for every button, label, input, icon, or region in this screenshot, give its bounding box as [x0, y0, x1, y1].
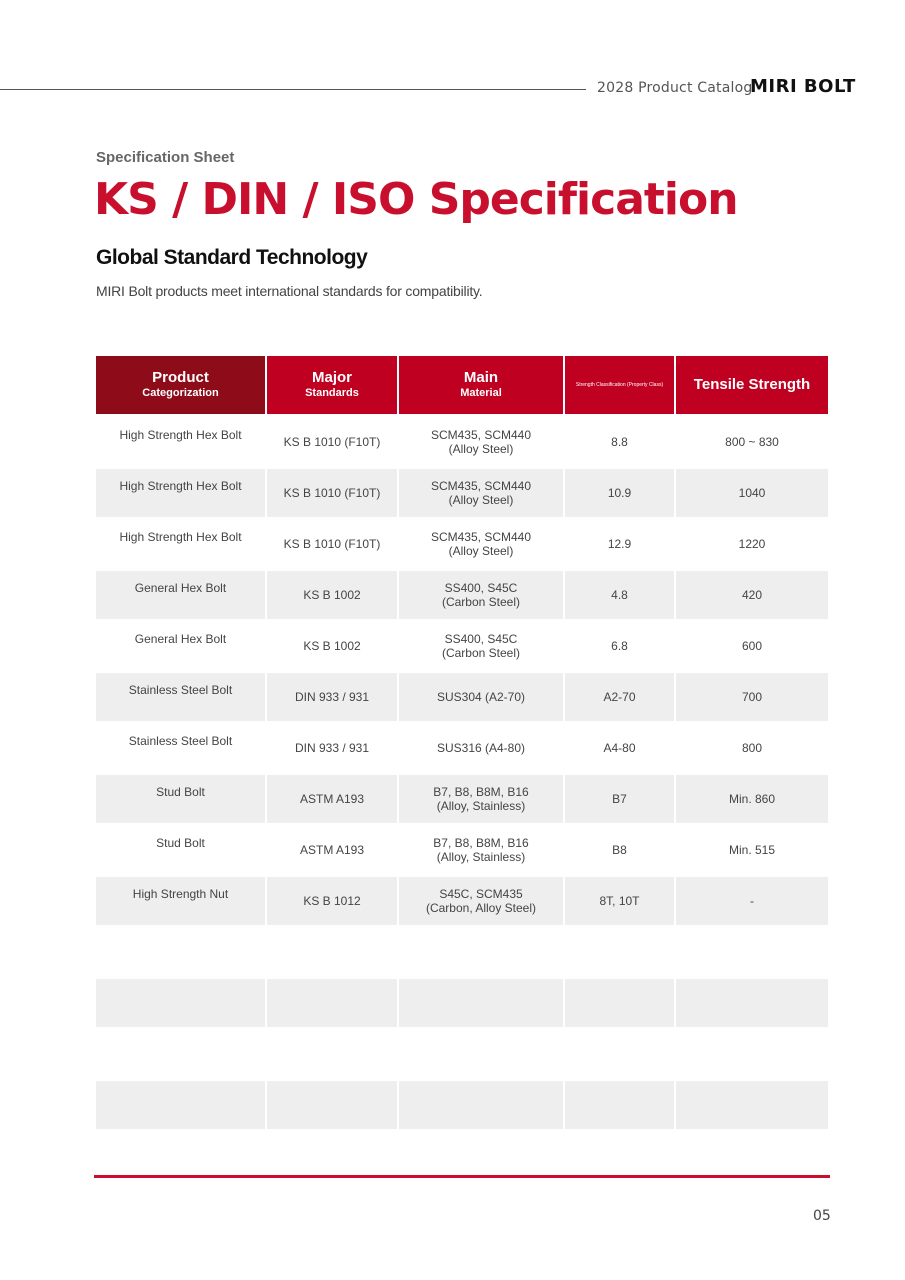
cell-standard: DIN 933 / 931	[267, 673, 397, 721]
cell-material: S45C, SCM435 (Carbon, Alloy Steel)	[399, 877, 563, 925]
cell-material: B7, B8, B8M, B16 (Alloy, Stainless)	[399, 775, 563, 823]
cell-material: SUS316 (A4-80)	[436, 740, 526, 755]
cell-grade: 12.9	[607, 536, 632, 551]
cell-product: High Strength Hex Bolt	[119, 530, 242, 544]
cell-grade	[565, 1081, 674, 1129]
cell-grade: A2-70	[565, 673, 674, 721]
cell-standard: KS B 1010 (F10T)	[267, 469, 397, 517]
spec-table	[96, 356, 828, 1132]
table-row	[96, 571, 828, 619]
cell-product: High Strength Hex Bolt	[119, 428, 242, 442]
cell-tensile: -	[676, 877, 828, 925]
cell-tensile: 600	[741, 638, 763, 653]
cell-product: General Hex Bolt	[134, 632, 227, 646]
brand-logo: MIRI BOLT	[750, 76, 856, 97]
cell-material	[399, 1081, 563, 1129]
cell-standard	[267, 928, 397, 976]
cell-tensile: 1220	[738, 536, 766, 551]
cell-product: Stainless Steel Bolt	[96, 673, 265, 721]
cell-standard	[267, 1030, 397, 1078]
cell-tensile	[676, 928, 828, 976]
table-row	[96, 979, 828, 1027]
cell-material	[399, 979, 563, 1027]
header-tensile-main: Tensile Strength	[693, 376, 811, 393]
cell-product	[96, 979, 265, 1027]
cell-grade: 8.8	[611, 434, 628, 449]
cell-product: Stud Bolt	[96, 775, 265, 823]
table-body	[96, 418, 828, 1129]
cell-tensile: 800	[741, 740, 763, 755]
section-label: Specification Sheet	[96, 149, 235, 166]
table-row	[96, 418, 828, 466]
table-header	[96, 356, 828, 414]
cell-product: Stud Bolt	[156, 836, 205, 850]
header-material-main: Main	[463, 369, 499, 387]
cell-grade	[565, 979, 674, 1027]
cell-material: SCM435, SCM440 (Alloy Steel)	[430, 427, 532, 456]
cell-grade: 10.9	[565, 469, 674, 517]
table-row	[96, 469, 828, 517]
cell-product	[96, 1030, 265, 1078]
cell-product: High Strength Nut	[96, 877, 265, 925]
cell-product	[96, 1081, 265, 1129]
cell-standard: KS B 1010 (F10T)	[283, 536, 381, 551]
header-product	[96, 356, 265, 414]
cell-material: B7, B8, B8M, B16 (Alloy, Stainless)	[433, 835, 529, 864]
page-title: KS / DIN / ISO Specification	[94, 174, 738, 225]
cell-standard: DIN 933 / 931	[294, 740, 370, 755]
table-row	[96, 1030, 828, 1078]
cell-grade	[565, 928, 674, 976]
cell-material: SUS304 (A2-70)	[399, 673, 563, 721]
catalog-label: 2028 Product Catalog	[597, 80, 753, 96]
cell-material: SS400, S45C (Carbon Steel)	[441, 631, 521, 660]
cell-grade: B7	[565, 775, 674, 823]
cell-standard: KS B 1012	[267, 877, 397, 925]
cell-grade	[565, 1030, 674, 1078]
cell-grade: A4-80	[603, 740, 636, 755]
cell-tensile: 420	[676, 571, 828, 619]
table-row	[96, 1081, 828, 1129]
table-row	[96, 928, 828, 976]
cell-standard	[267, 1081, 397, 1129]
cell-material: SCM435, SCM440 (Alloy Steel)	[430, 529, 532, 558]
footer-rule	[94, 1175, 830, 1178]
cell-grade: 8T, 10T	[565, 877, 674, 925]
header-standards	[267, 356, 397, 414]
header-rule	[0, 89, 586, 90]
cell-tensile: 700	[676, 673, 828, 721]
cell-material	[399, 928, 563, 976]
cell-tensile	[676, 1030, 828, 1078]
table-row	[96, 622, 828, 670]
cell-tensile	[676, 1081, 828, 1129]
cell-product: General Hex Bolt	[96, 571, 265, 619]
cell-material	[399, 1030, 563, 1078]
intro-description: MIRI Bolt products meet international standards for compatibility.	[96, 283, 483, 299]
cell-standard: ASTM A193	[299, 842, 365, 857]
table-row	[96, 673, 828, 721]
header-product-main: Product	[152, 369, 209, 387]
cell-standard	[267, 979, 397, 1027]
cell-material: SCM435, SCM440 (Alloy Steel)	[399, 469, 563, 517]
cell-tensile: Min. 515	[728, 842, 776, 857]
page-number: 05	[813, 1208, 831, 1224]
cell-material: SS400, S45C (Carbon Steel)	[399, 571, 563, 619]
cell-standard: ASTM A193	[267, 775, 397, 823]
cell-product: High Strength Hex Bolt	[96, 469, 265, 517]
subtitle: Global Standard Technology	[96, 246, 368, 269]
cell-standard: KS B 1002	[267, 571, 397, 619]
cell-grade: 4.8	[565, 571, 674, 619]
header-tensile	[676, 356, 828, 414]
header-strength-class-sub: Strength Classification (Property Class)	[575, 382, 664, 388]
table-row	[96, 877, 828, 925]
cell-tensile	[676, 979, 828, 1027]
header-material	[399, 356, 563, 414]
cell-tensile: Min. 860	[676, 775, 828, 823]
header-standards-sub: Standards	[305, 387, 359, 400]
cell-standard: KS B 1010 (F10T)	[283, 434, 381, 449]
table-row	[96, 826, 828, 874]
header-material-sub: Material	[460, 387, 502, 400]
cell-product	[96, 928, 265, 976]
cell-product: Stainless Steel Bolt	[128, 734, 233, 748]
cell-tensile: 1040	[676, 469, 828, 517]
cell-grade: 6.8	[611, 638, 628, 653]
table-row	[96, 775, 828, 823]
cell-grade: B8	[612, 842, 627, 857]
header-standards-main: Major	[311, 369, 352, 387]
table-row	[96, 724, 828, 772]
header-product-sub: Categorization	[142, 387, 219, 400]
table-row	[96, 520, 828, 568]
header-strength-class	[565, 356, 674, 414]
cell-tensile: 800 ~ 830	[725, 434, 779, 449]
cell-standard: KS B 1002	[303, 638, 361, 653]
